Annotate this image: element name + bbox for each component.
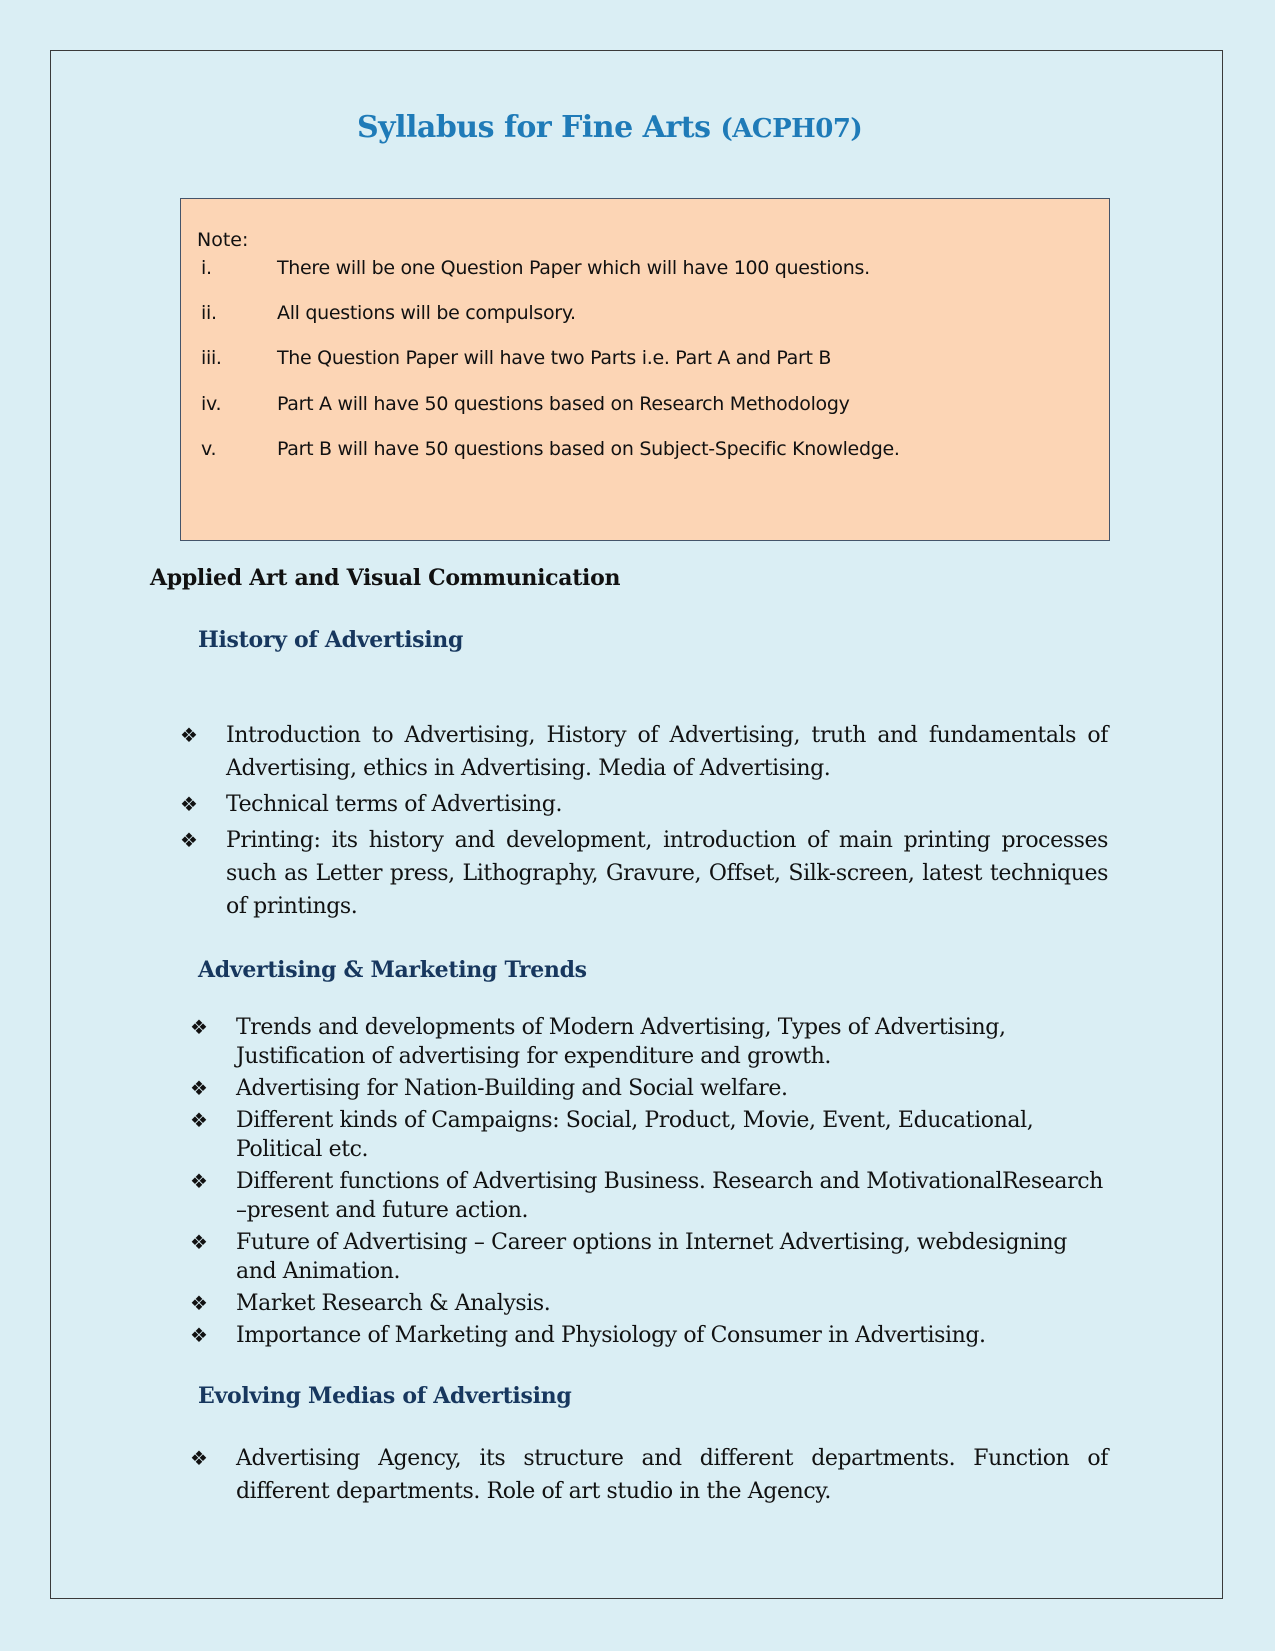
list-item: [180, 719, 1108, 785]
page-title: [357, 110, 862, 145]
note-item-number: v.: [201, 438, 217, 460]
bullet-icon: ❖: [180, 828, 198, 852]
bullet-icon: ❖: [190, 1015, 208, 1039]
title-code: (ACPH07): [720, 114, 863, 144]
list-item: [190, 1167, 1108, 1225]
bullet-icon: ❖: [180, 792, 198, 816]
history-list: [180, 719, 1108, 923]
list-item-text: Future of Advertising – Career options in Internet Advertising, webdesigning and Animation.: [236, 1230, 1067, 1284]
note-item-number: iv.: [201, 393, 222, 415]
title-main: Syllabus for Fine Arts: [357, 110, 721, 145]
note-item-number: iii.: [201, 347, 222, 369]
note-label: Note:: [197, 229, 249, 251]
note-item-text: All questions will be compulsory.: [277, 302, 576, 324]
list-item-text: Technical terms of Advertising.: [226, 792, 563, 817]
list-item: [190, 1442, 1108, 1508]
list-item-text: Different kinds of Campaigns: Social, Product, Movie, Event, Educational, Political etc.: [236, 1108, 1034, 1162]
list-item-text: Different functions of Advertising Business. Research and MotivationalResearch –present and future action.: [236, 1169, 1103, 1223]
list-item-text: Introduction to Advertising, History of Advertising, truth and fundamentals of Advertising, ethics in Advertising. Media of Advertising.: [226, 723, 1108, 781]
list-item: [190, 1321, 1108, 1350]
list-item-text: Importance of Marketing and Physiology of Consumer in Advertising.: [236, 1323, 986, 1348]
section-heading: Applied Art and Visual Communication: [150, 565, 621, 591]
bullet-icon: ❖: [190, 1446, 208, 1470]
subsection-heading-history: History of Advertising: [198, 627, 464, 653]
note-item-number: i.: [201, 257, 212, 279]
list-item-text: Printing: its history and development, introduction of main printing processes such as Letter press, Lithography, Gravure, Offset, Silk-screen, latest techniques of printings.: [226, 828, 1108, 919]
list-item: [190, 1074, 1108, 1103]
subsection-heading-trends: Advertising & Marketing Trends: [198, 957, 587, 983]
bullet-icon: ❖: [190, 1108, 208, 1132]
note-item-text: Part B will have 50 questions based on Subject-Specific Knowledge.: [277, 438, 900, 460]
list-item: [180, 824, 1108, 923]
bullet-icon: ❖: [190, 1323, 208, 1347]
bullet-icon: ❖: [190, 1076, 208, 1100]
bullet-icon: ❖: [190, 1291, 208, 1315]
list-item-text: Market Research & Analysis.: [236, 1291, 551, 1316]
list-item-text: Advertising Agency, its structure and different departments. Function of different departments. Role of art studio in the Agency.: [236, 1446, 1108, 1504]
trends-list: [190, 1013, 1108, 1353]
note-item-number: ii.: [201, 302, 217, 324]
list-item: [180, 788, 1108, 821]
list-item: [190, 1106, 1108, 1164]
note-box: [180, 198, 1110, 541]
list-item: [190, 1289, 1108, 1318]
medias-list: [190, 1442, 1108, 1508]
note-item-text: Part A will have 50 questions based on Research Methodology: [277, 393, 850, 415]
subsection-heading-medias: Evolving Medias of Advertising: [198, 1383, 572, 1409]
note-item-text: The Question Paper will have two Parts i.e. Part A and Part B: [277, 347, 832, 369]
list-item: [190, 1013, 1108, 1071]
list-item-text: Trends and developments of Modern Advertising, Types of Advertising, Justification of advertising for expenditure and growth.: [236, 1015, 1006, 1069]
bullet-icon: ❖: [190, 1169, 208, 1193]
note-item-text: There will be one Question Paper which will have 100 questions.: [277, 257, 870, 279]
list-item-text: Advertising for Nation-Building and Social welfare.: [236, 1076, 788, 1101]
bullet-icon: ❖: [190, 1230, 208, 1254]
bullet-icon: ❖: [180, 723, 198, 747]
list-item: [190, 1228, 1108, 1286]
